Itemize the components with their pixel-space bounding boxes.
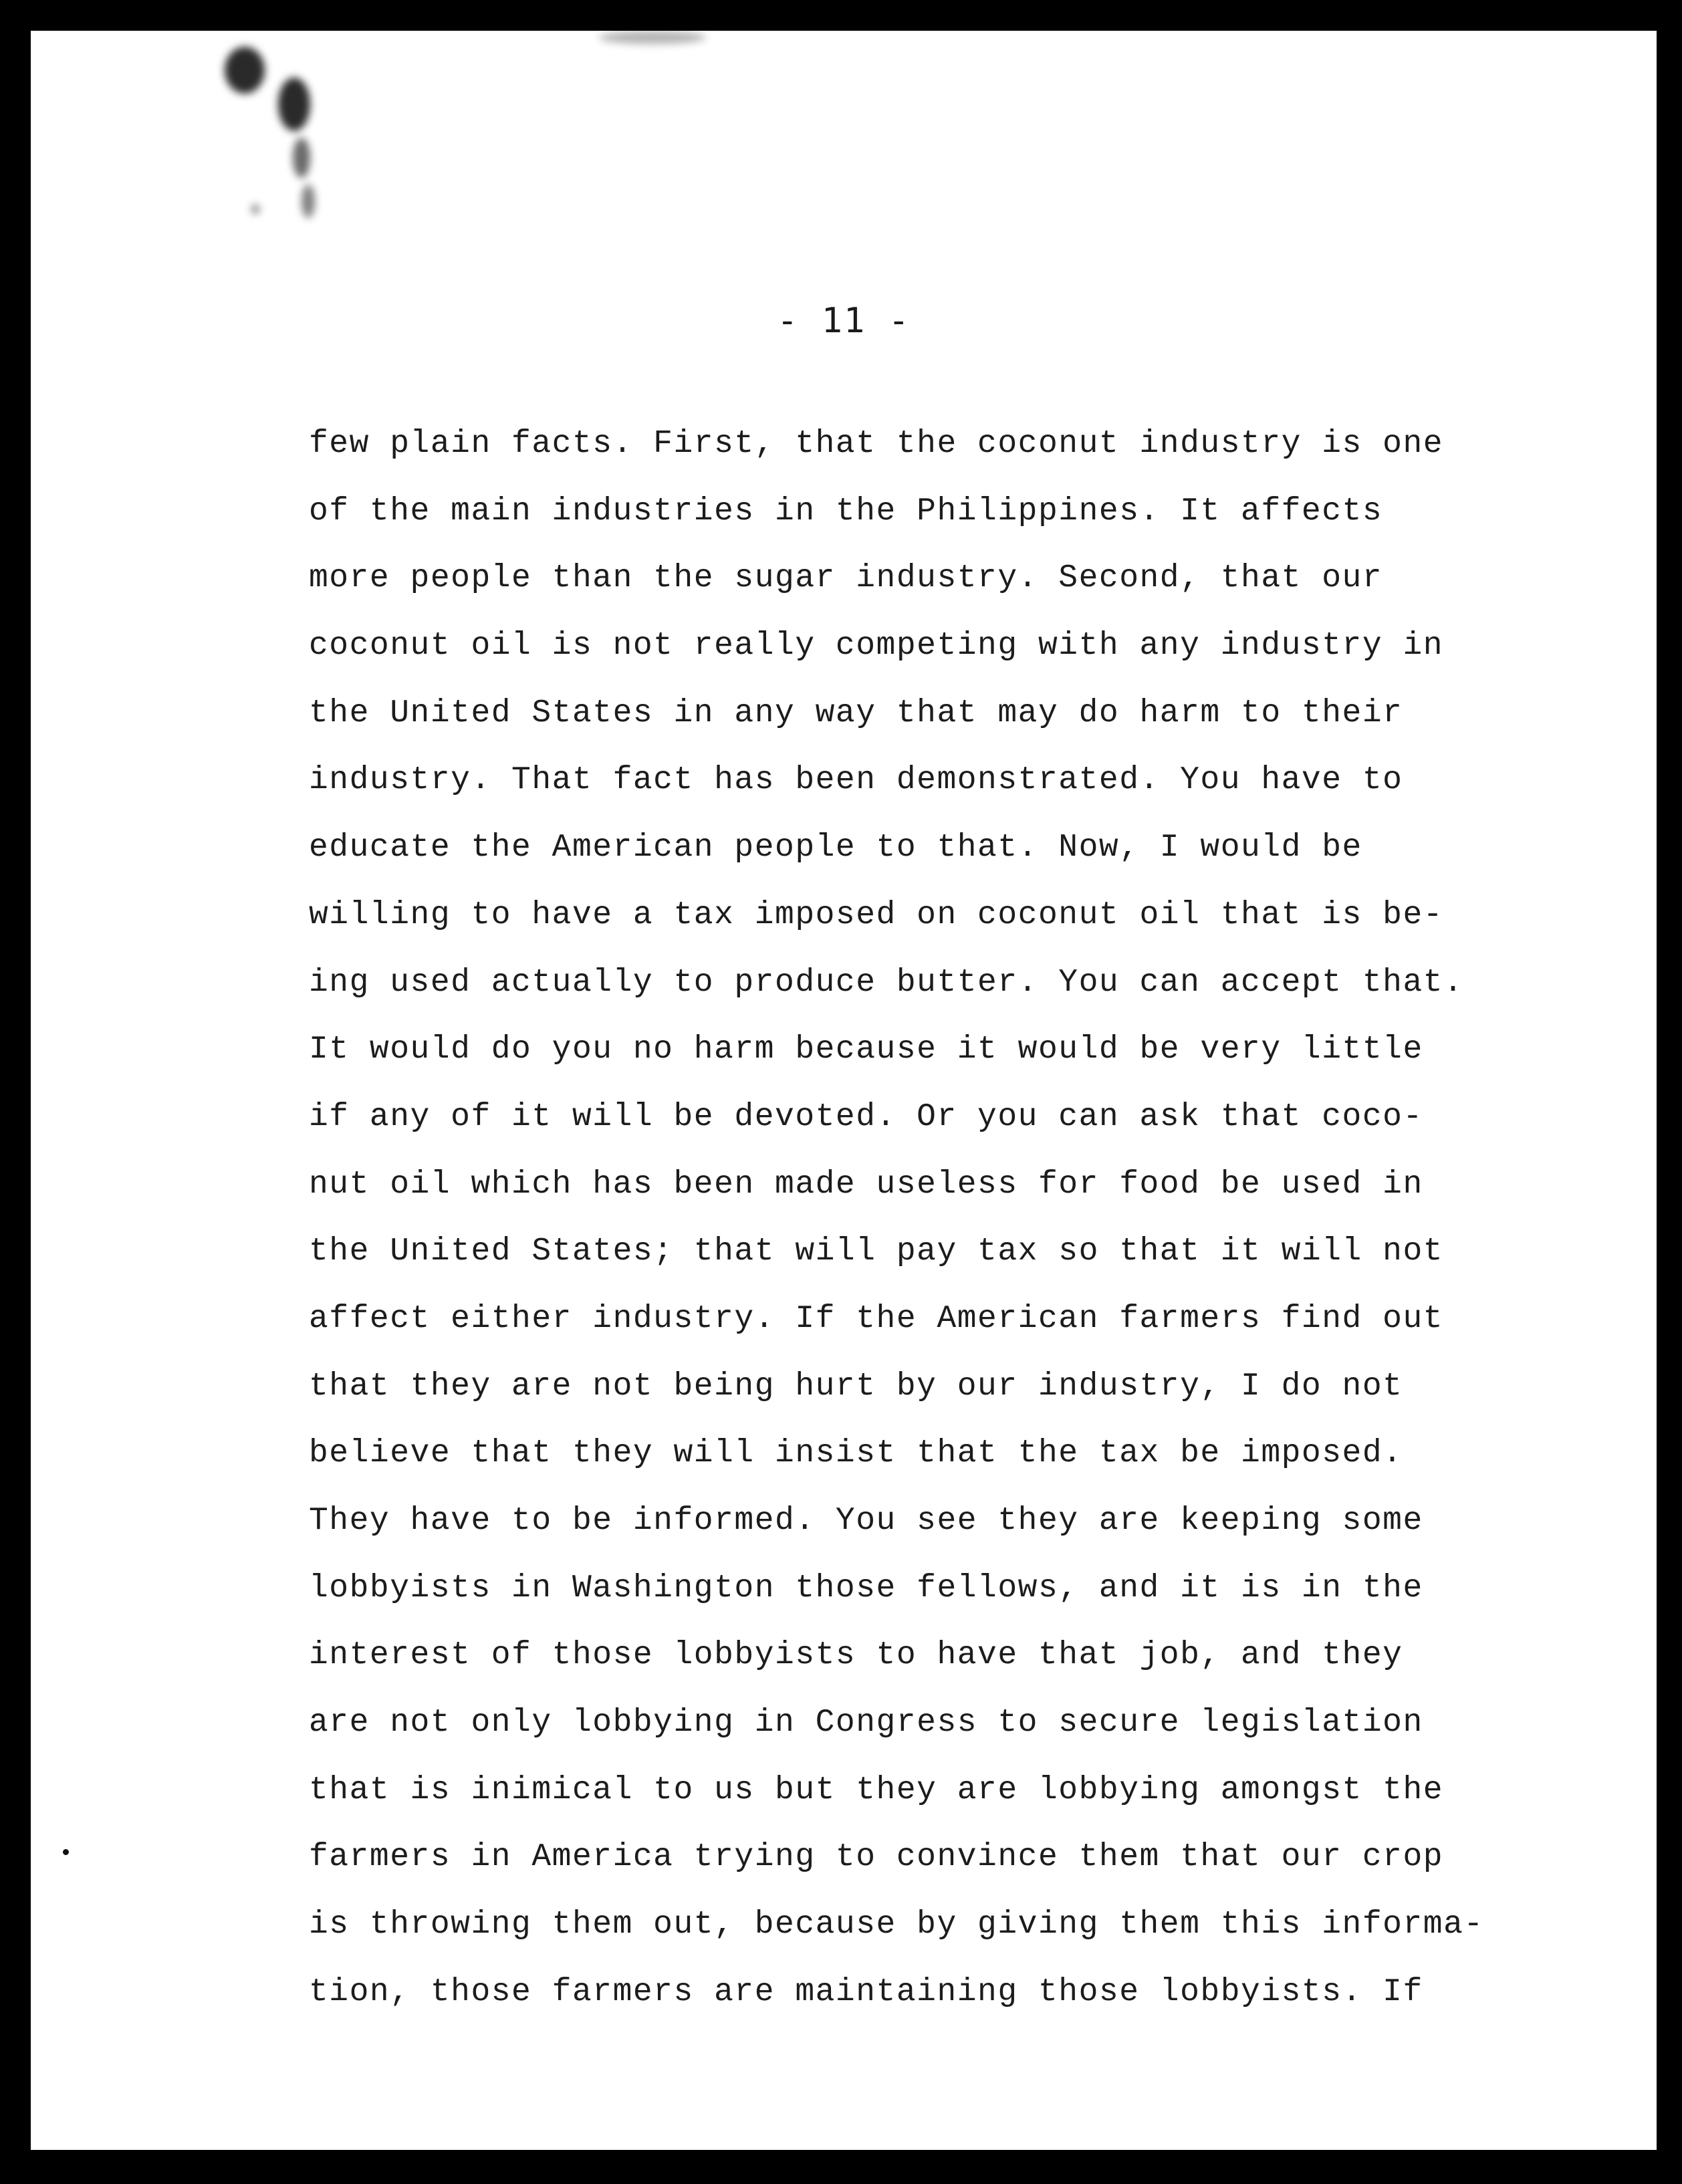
text-line: believe that they will insist that the tax be imposed. — [309, 1435, 1403, 1472]
text-line: interest of those lobbyists to have that job, and they — [309, 1637, 1403, 1674]
ink-smudge — [278, 78, 310, 131]
stray-mark — [63, 1849, 69, 1855]
ink-smudge — [599, 31, 706, 44]
text-line: affect either industry. If the American farmers find out — [309, 1300, 1444, 1337]
text-line: industry. That fact has been demonstrated. You have to — [309, 762, 1403, 799]
text-line: the United States; that will pay tax so that it will not — [309, 1233, 1444, 1270]
text-line: ing used actually to produce butter. You can accept that. — [309, 964, 1464, 1001]
text-line: if any of it will be devoted. Or you can ask that coco- — [309, 1098, 1423, 1135]
ink-smudge — [302, 185, 315, 218]
text-line: educate the American people to that. Now, I would be — [309, 830, 1362, 866]
text-line: lobbyists in Washington those fellows, and it is in the — [309, 1570, 1423, 1606]
text-line: more people than the sugar industry. Second, that our — [309, 560, 1383, 597]
text-line: is throwing them out, because by giving them this informa- — [309, 1907, 1484, 1943]
text-line: few plain facts. First, that the coconut industry is one — [309, 426, 1444, 462]
text-line: willing to have a tax imposed on coconut oil that is be- — [309, 896, 1444, 933]
ink-smudge — [225, 47, 265, 94]
ink-smudge — [293, 138, 310, 178]
text-line: the United States in any way that may do harm to their — [309, 695, 1403, 731]
text-line: They have to be informed. You see they are keeping some — [309, 1503, 1423, 1539]
document-page — [31, 31, 1657, 2150]
body-text — [309, 410, 1579, 2026]
text-line: that is inimical to us but they are lobbying amongst the — [309, 1772, 1444, 1808]
text-line: coconut oil is not really competing with any industry in — [309, 628, 1444, 664]
text-line: farmers in America trying to convince them that our crop — [309, 1839, 1444, 1876]
text-line: nut oil which has been made useless for food be used in — [309, 1166, 1423, 1203]
text-line: of the main industries in the Philippines. It affects — [309, 493, 1383, 529]
text-line: are not only lobbying in Congress to secure legislation — [309, 1705, 1423, 1741]
text-line: tion, those farmers are maintaining those lobbyists. If — [309, 1973, 1423, 2010]
page-number: - 11 - — [777, 301, 911, 341]
text-line: It would do you no harm because it would be very little — [309, 1032, 1423, 1068]
ink-smudge — [251, 205, 259, 214]
text-line: that they are not being hurt by our industry, I do not — [309, 1368, 1403, 1405]
